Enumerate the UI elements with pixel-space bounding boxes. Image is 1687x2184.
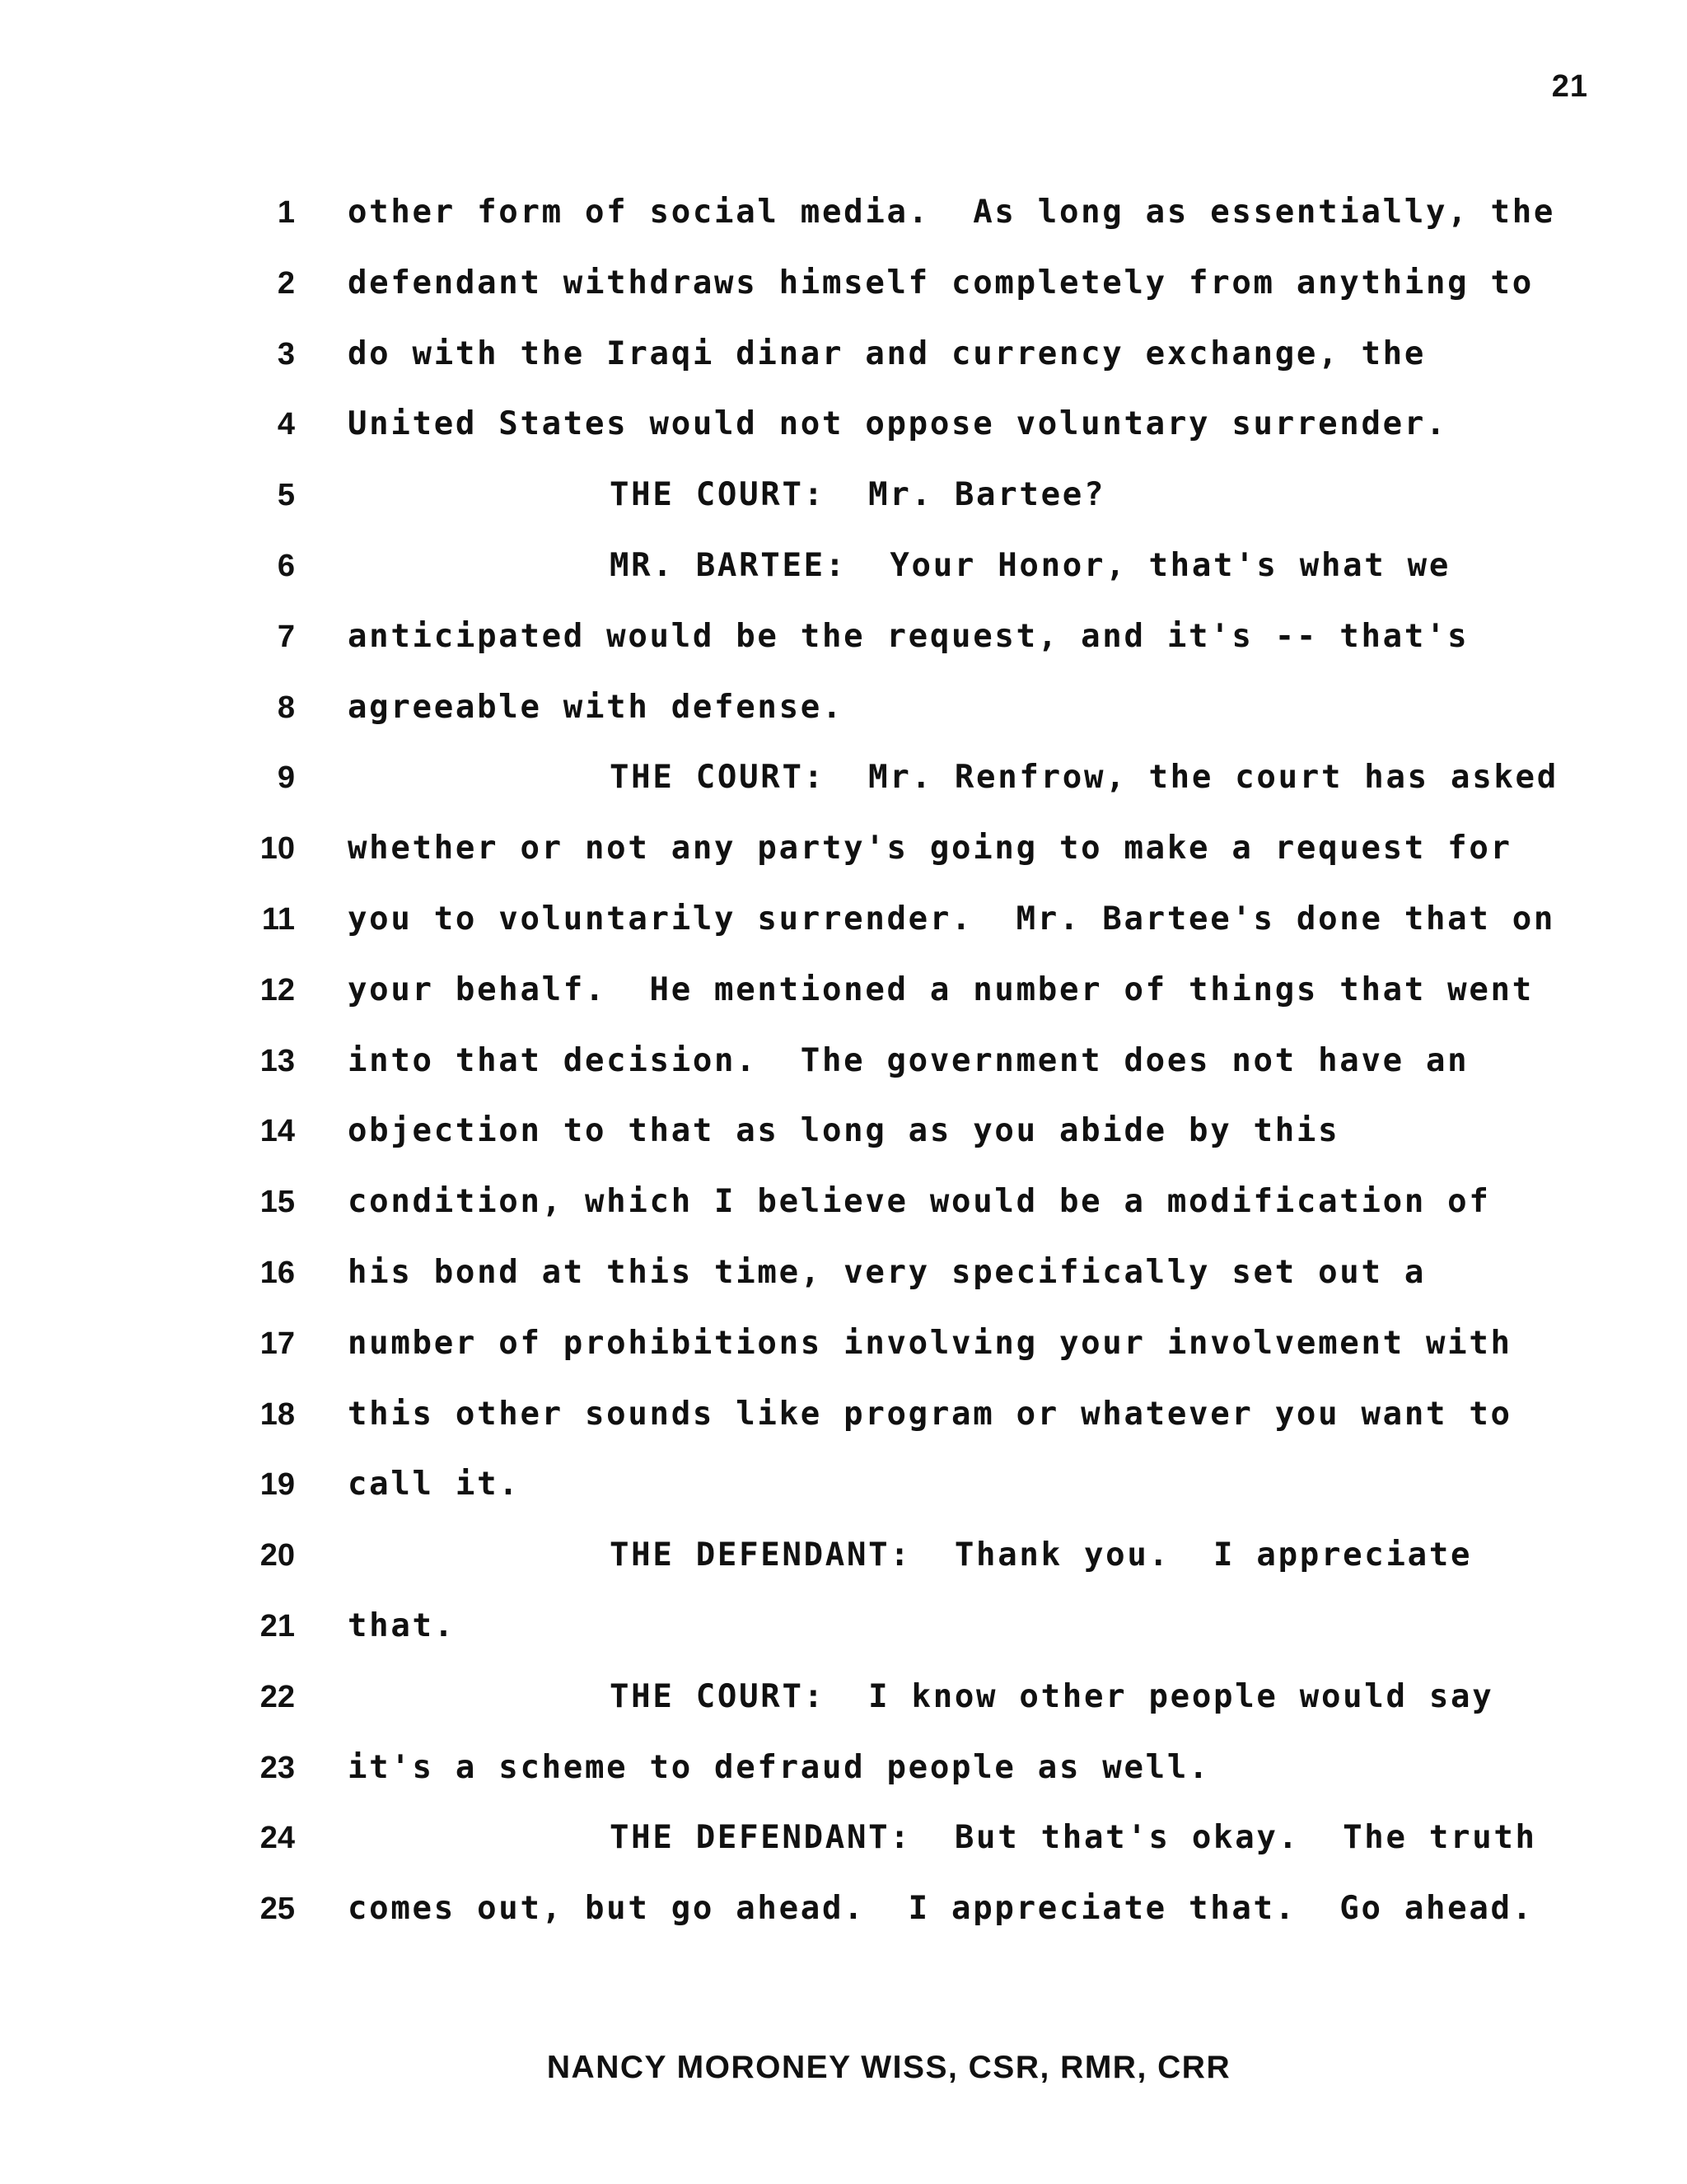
speaker-line-text: THE DEFENDANT: But that's okay. The truth [610, 1819, 1537, 1857]
line-number: 2 [277, 265, 295, 301]
line-text: into that decision. The government does not have an [348, 1041, 1470, 1079]
line-number: 21 [259, 1608, 295, 1644]
line-number: 25 [259, 1892, 295, 1927]
transcript-line [0, 1740, 1687, 1811]
line-text: you to voluntarily surrender. Mr. Bartee's done that on [348, 900, 1556, 938]
transcript-line [0, 396, 1687, 467]
speaker-line-text: THE COURT: I know other people would say [610, 1677, 1494, 1715]
transcript-line [0, 1669, 1687, 1740]
line-text: agreeable with defense. [348, 688, 844, 726]
line-text: it's a scheme to defraud people as well. [348, 1748, 1211, 1786]
line-number: 15 [259, 1185, 295, 1220]
line-text: that. [348, 1606, 456, 1644]
line-number: 3 [277, 336, 295, 372]
transcript-line [0, 1033, 1687, 1104]
line-text: your behalf. He mentioned a number of things that went [348, 970, 1534, 1008]
line-number: 22 [259, 1679, 295, 1714]
transcript-line [0, 680, 1687, 751]
transcript-line [0, 1527, 1687, 1598]
transcript-line [0, 821, 1687, 891]
transcript-line [0, 750, 1687, 821]
line-text: this other sounds like program or whatever you want to [348, 1395, 1512, 1433]
line-number: 5 [277, 478, 295, 513]
line-number: 12 [259, 972, 295, 1008]
line-number: 7 [277, 619, 295, 654]
line-text: whether or not any party's going to make a request for [348, 830, 1512, 868]
speaker-line-text: THE DEFENDANT: Thank you. I appreciate [610, 1536, 1473, 1574]
line-number: 13 [259, 1043, 295, 1078]
line-number: 24 [259, 1821, 295, 1856]
line-number: 6 [277, 548, 295, 583]
line-number: 19 [259, 1467, 295, 1503]
transcript-body [0, 185, 1687, 1952]
transcript-line [0, 538, 1687, 609]
line-number: 11 [261, 901, 295, 937]
line-number: 8 [277, 690, 295, 725]
line-text: anticipated would be the request, and it's -- that's [348, 617, 1470, 655]
line-text: do with the Iraqi dinar and currency exchange, the [348, 334, 1426, 372]
line-text: United States would not oppose voluntary surrender. [348, 405, 1448, 443]
line-number: 1 [277, 195, 295, 230]
line-number: 4 [277, 407, 295, 442]
line-text: condition, which I believe would be a modification of [348, 1183, 1491, 1221]
reporter-footer: NANCY MORONEY WISS, CSR, RMR, CRR [546, 2050, 1231, 2085]
transcript-line [0, 1174, 1687, 1245]
transcript-line [0, 962, 1687, 1033]
line-number: 16 [259, 1255, 295, 1290]
line-number: 18 [259, 1396, 295, 1432]
transcript-line [0, 185, 1687, 255]
line-text: objection to that as long as you abide by this [348, 1112, 1340, 1150]
transcript-line [0, 1316, 1687, 1387]
transcript-line [0, 1457, 1687, 1527]
line-text: comes out, but go ahead. I appreciate that. Go ahead. [348, 1890, 1534, 1928]
transcript-line [0, 1810, 1687, 1881]
speaker-line-text: THE COURT: Mr. Renfrow, the court has asked [610, 759, 1558, 797]
transcript-line [0, 1245, 1687, 1316]
line-text: defendant withdraws himself completely from anything to [348, 264, 1534, 302]
line-number: 9 [277, 760, 295, 796]
line-text: call it. [348, 1466, 521, 1504]
transcript-line [0, 891, 1687, 962]
transcript-line [0, 1598, 1687, 1669]
line-number: 17 [259, 1326, 295, 1361]
speaker-line-text: MR. BARTEE: Your Honor, that's what we [610, 546, 1451, 584]
transcript-line [0, 467, 1687, 538]
transcript-line [0, 326, 1687, 397]
transcript-line [0, 1881, 1687, 1952]
line-text: his bond at this time, very specifically set out a [348, 1253, 1426, 1291]
transcript-line [0, 1387, 1687, 1457]
transcript-line [0, 609, 1687, 680]
line-number: 10 [259, 831, 295, 867]
line-text: other form of social media. As long as essentially, the [348, 194, 1556, 231]
line-number: 23 [259, 1750, 295, 1785]
line-number: 14 [259, 1114, 295, 1149]
line-text: number of prohibitions involving your involvement with [348, 1324, 1512, 1362]
transcript-line [0, 1103, 1687, 1174]
line-number: 20 [259, 1538, 295, 1574]
speaker-line-text: THE COURT: Mr. Bartee? [610, 476, 1106, 514]
page-number: 21 [1551, 69, 1588, 104]
transcript-line [0, 255, 1687, 326]
